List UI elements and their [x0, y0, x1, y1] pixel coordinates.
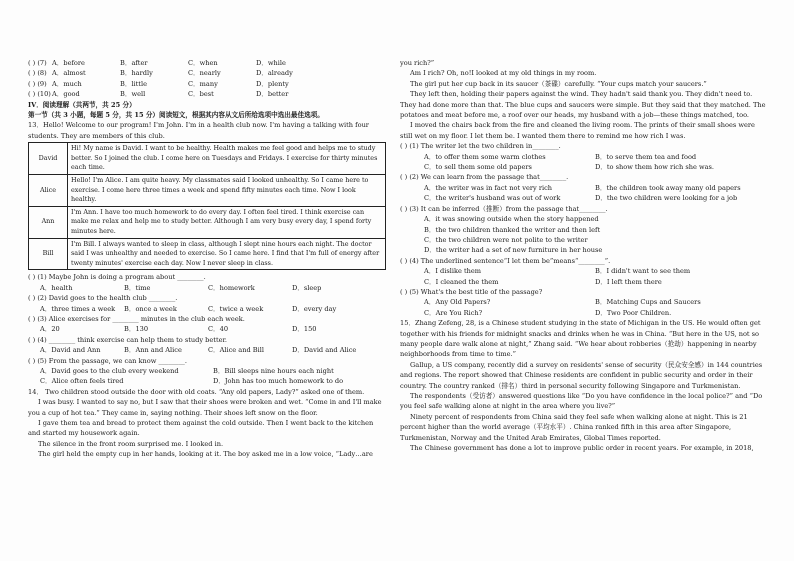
option: B．well: [120, 90, 146, 99]
option: D．every day: [292, 304, 337, 313]
option: C．nearly: [188, 69, 221, 78]
club-table: [28, 142, 386, 270]
question-stem: ( ) (5) What's the best title of the passage?: [400, 287, 543, 296]
option: D．David and Alice: [292, 346, 357, 355]
option: B．once a week: [124, 304, 177, 313]
option: A．it was snowing outside when the story happened: [424, 215, 599, 224]
paragraph: 14． Two children stood outside the door with old coats. “Any old papers, Lady?” asked one of them.: [28, 387, 365, 396]
paragraph: The Chinese government has done a lot to improve public order in recent years. For example, in 2018,: [410, 444, 754, 453]
options-row: [28, 324, 386, 334]
option: D．Two Poor Children.: [595, 308, 672, 317]
paragraph: Am I rich? Oh, no!I looked at my old things in my room.: [410, 69, 597, 78]
paragraph: They left then, holding their papers against the wind. They hadn't said thank you. They didn't need to. They had done more than that. The blue cups and saucers were simple. But they said that they matched. The potatoes and meat before me, a roof over our heads, my husband with a job—these things matched, too.: [400, 90, 766, 120]
options-row: [400, 277, 766, 287]
option: A．David goes to the club every weekend: [40, 367, 179, 376]
option: D．better: [256, 90, 289, 99]
question-number: ( ) (8): [28, 69, 47, 78]
option: B．Bill sleeps nine hours each night: [213, 367, 334, 376]
table-row: [29, 143, 386, 175]
options-row: [400, 297, 766, 307]
question-stem: ( ) (4) ________ think exercise can help them to study better.: [28, 335, 228, 344]
table-row: [29, 206, 386, 238]
options-row: [400, 183, 766, 193]
left-column: [28, 58, 386, 460]
question-stem: ( ) (3) Alice exercises for ________ minutes in the club each week.: [28, 315, 245, 323]
option: A．to offer them some warm clothes: [424, 152, 546, 161]
question-number: ( ) (10): [28, 90, 51, 99]
option: D．while: [256, 59, 286, 67]
mc-row: [28, 58, 386, 68]
paragraph: I was busy. I wanted to say no, but I saw that their shoes were broken and wet. “Come in and I'll make you a cup of hot tea.” They came in, saying nothing. Their shoes left snow on the floor.: [28, 398, 382, 417]
member-text: Hello! I'm Alice. I am quite heavy. My classmates said I looked unhealthy. So I came here to exercise. I come here three times a week and spend fifty minutes each time. Now I look healthy.: [68, 175, 386, 207]
question-stem: ( ) (3) It can be inferred（推断）from the passage that________.: [400, 204, 608, 213]
option: B．Matching Cups and Saucers: [595, 298, 701, 307]
member-text: I'm Ann. I have too much homework to do every day. I often feel tired. I think exercise can make me relax and help me to study better. Although I am very busy every day, I spend forty minutes here.: [68, 206, 386, 238]
options-row: [28, 304, 386, 314]
option: D．the two children were looking for a job: [595, 194, 738, 203]
question-stem: ( ) (2) David goes to the health club ________.: [28, 294, 178, 303]
question-stem: ( ) (1) The writer let the two children in________.: [400, 142, 561, 151]
section-title: IV．阅读理解（共两节，共 25 分）: [28, 100, 136, 109]
option: D．sleep: [292, 283, 322, 292]
option: B．130: [124, 325, 149, 334]
options-row: [28, 345, 386, 355]
option: C．Alice and Bill: [208, 346, 264, 355]
question-number: ( ) (9): [28, 79, 47, 88]
option: C．homework: [208, 283, 255, 292]
question-stem: ( ) (2) We can learn from the passage that________.: [400, 173, 569, 182]
option: A．much: [52, 79, 82, 88]
option: B．Ann and Alice: [124, 346, 182, 355]
option: D．already: [256, 69, 293, 78]
paragraph: you rich?”: [400, 59, 435, 67]
option: B．time: [124, 283, 151, 292]
option: B．hardly: [120, 69, 153, 78]
options-row: [400, 266, 766, 276]
option: B．I didn't want to see them: [595, 267, 691, 276]
right-column: [400, 58, 766, 453]
option: D．150: [292, 325, 317, 334]
paragraph: 15．Zhang Zefeng, 28, is a Chinese student studying in the state of Michigan in the US. He would often get together with his friends for midnight snacks and drinks when he was in China. “But here in the US, not so many people dare walk alone at night,” Zhang said. “We hear about robberies（抢劫）happening in nearby neighborhoods from time to time.”: [400, 319, 761, 359]
option: A．David and Ann: [40, 346, 101, 355]
option: C．twice a week: [208, 304, 264, 313]
options-row: [28, 283, 386, 293]
option: C．many: [188, 79, 218, 88]
table-row: [29, 238, 386, 270]
options-row: [400, 152, 766, 162]
member-name: Alice: [29, 175, 68, 207]
option: D．the writer had a set of new furniture in her house: [424, 246, 603, 255]
mc-row: [28, 79, 386, 89]
question-stem: ( ) (5) From the passage, we can know ________.: [28, 356, 187, 365]
member-name: Ann: [29, 206, 68, 238]
option: C．Alice often feels tired: [40, 377, 124, 386]
q13-questions: [28, 272, 386, 386]
paragraph: The girl put her cup back in its saucer（茶碟）carefully. “Your cups match your saucers.”: [410, 79, 707, 88]
option: D．John has too much homework to do: [213, 377, 344, 386]
option: D．to show them how rich she was.: [595, 163, 715, 172]
section-subtitle: 第一节（共 3 小题，每题 5 分，共 15 分）阅读短文，根据其内容从文后所给选项中选出最佳选项。: [28, 111, 324, 120]
option: B．little: [120, 79, 147, 88]
option: A．20: [40, 325, 60, 334]
option: B．to serve them tea and food: [595, 152, 697, 161]
mc-row: [28, 68, 386, 78]
mc-rows: [28, 58, 386, 100]
options-row: [400, 308, 766, 318]
member-name: David: [29, 143, 68, 175]
paragraph: Gallup, a US company, recently did a survey on residents' sense of security（民众安全感）in 144 countries and regions. The report showed that Chinese residents are confident in public security and order in their country. The country ranked（排名）third in personal security following Singapore and Turkmenistan.: [400, 360, 763, 390]
option: C．40: [208, 325, 229, 334]
option: A．I dislike them: [424, 267, 482, 276]
options-row: [28, 376, 386, 386]
option: B．the children took away many old papers: [595, 183, 741, 192]
option: A．health: [40, 283, 73, 292]
member-text: Hi! My name is David. I want to be healthy. Health makes me feel good and helps me to study better. So I joined the club. I come here on Tuesdays and Fridays. I exercise for thirty minutes each time.: [68, 143, 386, 175]
options-row: [400, 193, 766, 203]
option: C．best: [188, 90, 214, 99]
table-row: [29, 175, 386, 207]
paragraph: The silence in the front room surprised me. I looked in.: [38, 439, 224, 448]
option: A．almost: [52, 69, 86, 78]
option: A．the writer was in fact not very rich: [424, 183, 553, 192]
q15-passage: [400, 318, 766, 453]
paragraph: I moved the chairs back from the fire and cleaned the living room. The prints of their small shoes were still wet on my floor. I let them be. I wanted them there to remind me how rich I was.: [400, 121, 755, 140]
option: C．the writer's husband was out of work: [424, 194, 561, 203]
option: D．plenty: [256, 79, 289, 88]
option: A．good: [52, 90, 80, 99]
option: B．after: [120, 59, 148, 67]
option: D．I left them there: [595, 277, 662, 286]
paragraph: Ninety percent of respondents from China said they feel safe when walking alone at night. This is 21 percent higher than the world average（平均水平）. China ranked fifth in this area after Singapore, Turkmenistan, Norway and the United Arab Emirates, Global Times reported.: [400, 412, 748, 442]
question-stem: ( ) (4) The underlined sentence“I let them be”means“________”.: [400, 256, 611, 265]
option: A．before: [52, 59, 85, 67]
paragraph: The respondents（受访者）answered questions like “Do you have confidence in the local police?” and “Do you feel safe walking alone at night in the area where you live?”: [400, 392, 763, 411]
member-name: Bill: [29, 238, 68, 270]
q14-passage: [28, 387, 386, 460]
question-number: ( ) (7): [28, 59, 47, 67]
options-row: [400, 162, 766, 172]
option: C．to sell them some old papers: [424, 163, 532, 172]
options-row: [28, 366, 386, 376]
q13-intro: 13．Hello! Welcome to our program! I'm John. I'm in a health club now. I'm having a talking with four students. They are members of this club.: [28, 121, 369, 140]
paragraph: The girl held the empty cup in her hands, looking at it. The boy asked me in a low voice, “Lady…are: [38, 450, 373, 459]
member-text: I'm Bill. I always wanted to sleep in class, although I slept nine hours each night. The doctor said I was unhealthy and needed to exercise. So I came here. I find that I'm full of energy after twenty minutes' exercise each day. Now I never sleep in class.: [68, 238, 386, 270]
q14-questions: [400, 141, 766, 318]
option: A．three times a week: [40, 304, 116, 313]
option: B．the two children thanked the writer and then left: [424, 225, 601, 234]
mc-row: [28, 89, 386, 99]
q14-passage-continued: [400, 58, 766, 141]
option: A．Any Old Papers?: [424, 298, 491, 307]
option: C．the two children were not polite to the writer: [424, 235, 588, 244]
option: C．I cleaned the them: [424, 277, 499, 286]
option: C．Are You Rich?: [424, 308, 483, 317]
question-stem: ( ) (1) Maybe John is doing a program about ________.: [28, 273, 206, 282]
paragraph: I gave them tea and bread to protect them against the cold outside. Then I went back to the kitchen and started my housework again.: [28, 419, 374, 438]
option: C．when: [188, 59, 218, 67]
